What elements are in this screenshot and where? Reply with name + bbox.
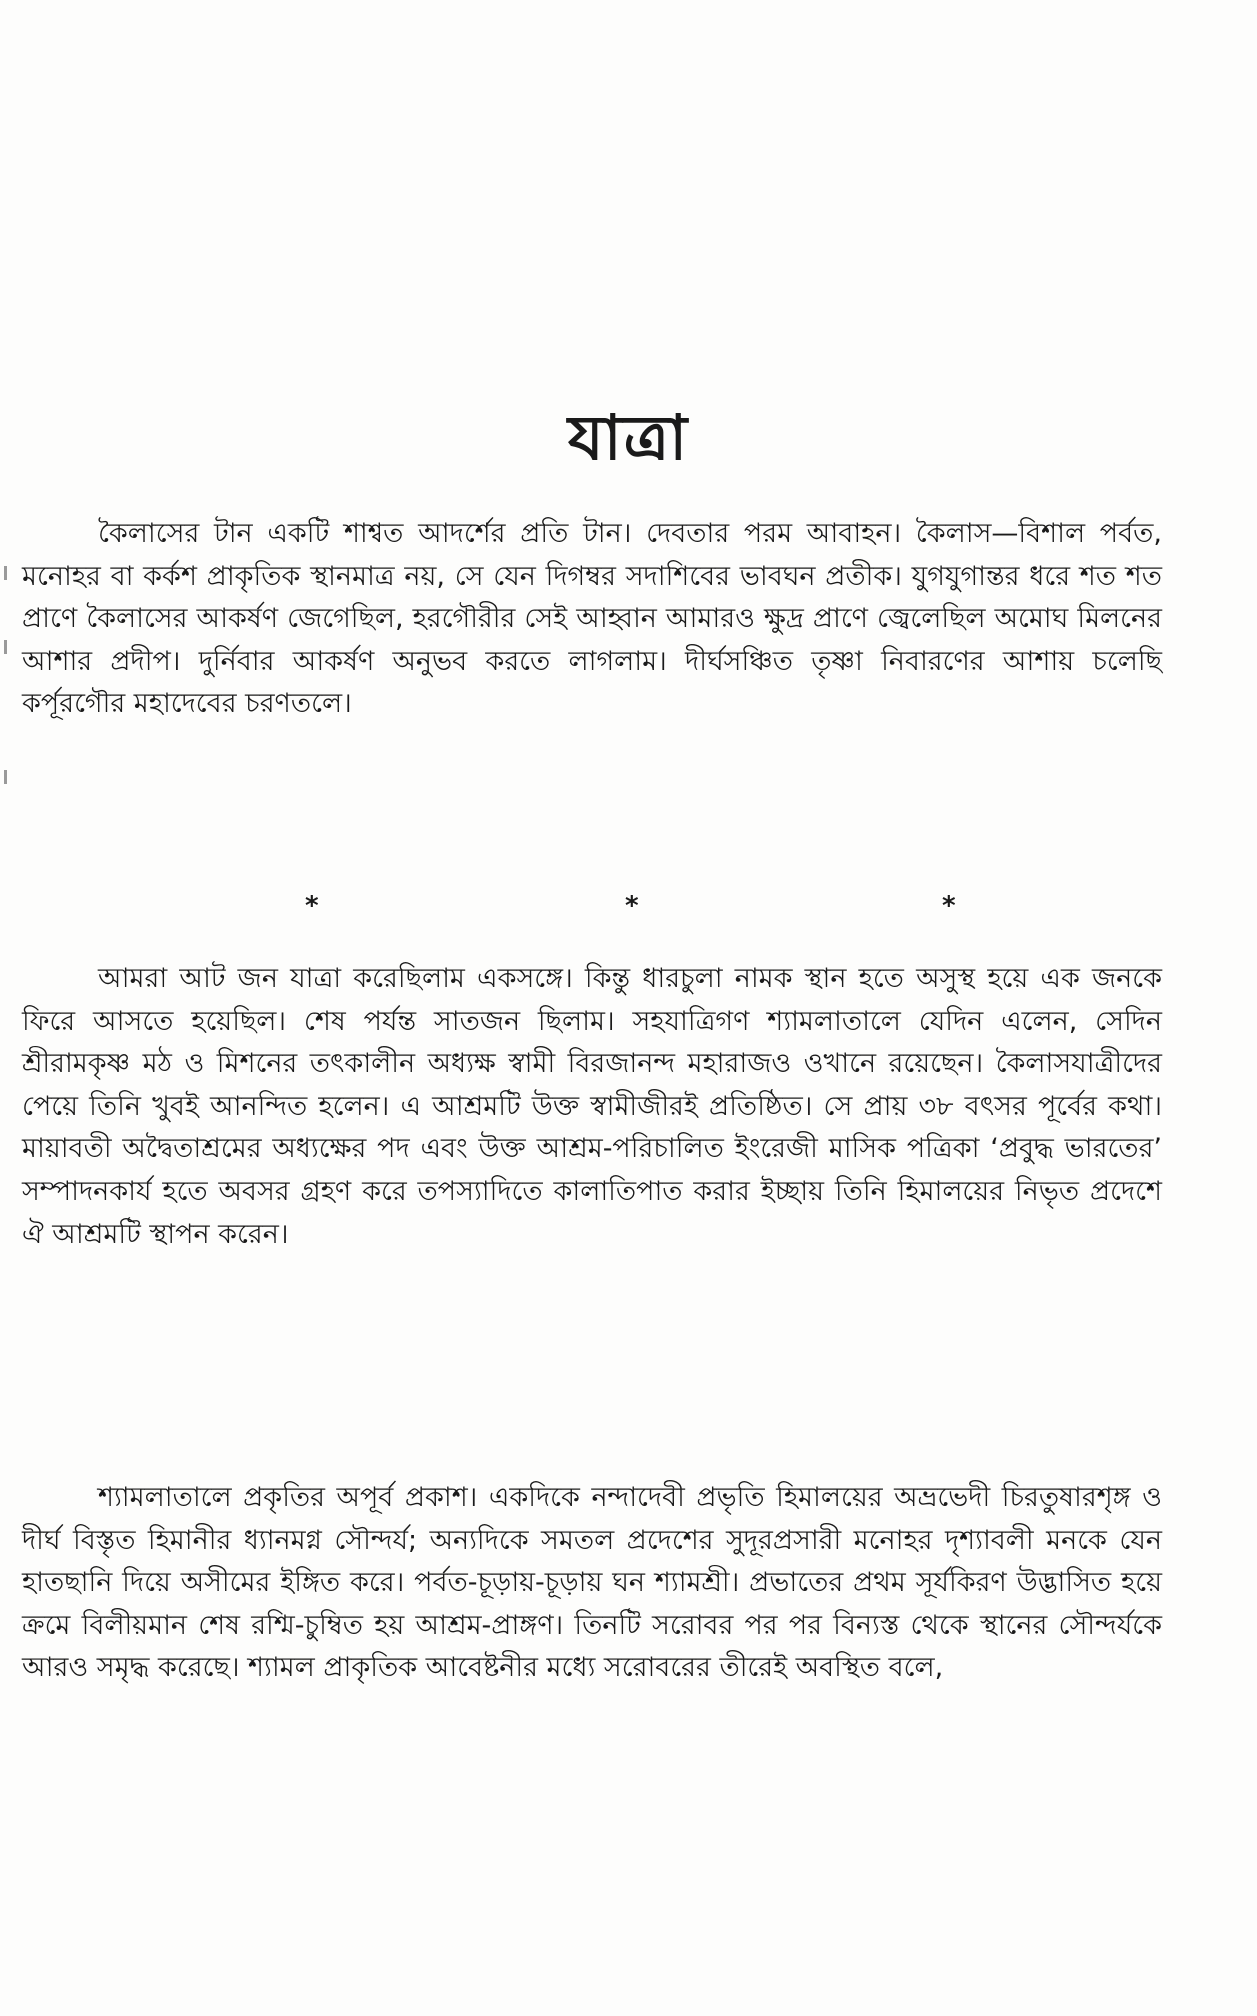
section-separator bbox=[0, 886, 1257, 926]
separator-star-2: * bbox=[625, 891, 639, 921]
separator-star-3: * bbox=[942, 891, 956, 921]
paragraph-3: শ্যামলাতালে প্রকৃতির অপূর্ব প্রকাশ। একদিকে নন্দাদেবী প্রভৃতি হিমালয়ের অভ্রভেদী চিরতুষারশৃঙ্গ ও দীর্ঘ বিস্তৃত হিমানীর ধ্যানমগ্ন সৌন্দর্য; অন্যদিকে সমতল প্রদেশের সুদূরপ্রসারী মনোহর দৃশ্যাবলী মনকে যেন হাতছানি দিয়ে অসীমের ইঙ্গিত করে। পর্বত-চূড়ায়-চূড়ায় ঘন শ্যামশ্রী। প্রভাতের প্রথম সূর্যকিরণ উদ্ভাসিত হয়ে ক্রমে বিলীয়মান শেষ রশ্মি-চুম্বিত হয় আশ্রম-প্রাঙ্গণ। তিনটি সরোবর পর পর বিন্যস্ত থেকে স্থানের সৌন্দর্যকে আরও সমৃদ্ধ করেছে। শ্যামল প্রাকৃতিক আবেষ্টনীর মধ্যে সরোবরের তীরেই অবস্থিত বলে, bbox=[22, 1482, 1162, 1684]
separator-star-1: * bbox=[305, 891, 319, 921]
paragraph-1: কৈলাসের টান একটি শাশ্বত আদর্শের প্রতি টান। দেবতার পরম আবাহন। কৈলাস—বিশাল পর্বত, মনোহর বা কর্কশ প্রাকৃতিক স্থানমাত্র নয়, সে যেন দিগম্বর সদাশিবের ভাবঘন প্রতীক। যুগযুগান্তর ধরে শত শত প্রাণে কৈলাসের আকর্ষণ জেগেছিল, হরগৌরীর সেই আহ্বান আমারও ক্ষুদ্র প্রাণে জ্বেলেছিল অমোঘ মিলনের আশার প্রদীপ। দুর্নিবার আকর্ষণ অনুভব করতে লাগলাম। দীর্ঘসঞ্চিত তৃষ্ণা নিবারণের আশায় চলেছি কর্পূরগৌর মহাদেবের চরণতলে। bbox=[22, 518, 1162, 720]
page-edge-mark bbox=[4, 566, 7, 580]
page-edge-mark bbox=[4, 640, 7, 654]
page-edge-mark bbox=[4, 770, 7, 784]
chapter-title: যাত্রা bbox=[567, 401, 690, 474]
paragraph-2: আমরা আট জন যাত্রা করেছিলাম একসঙ্গে। কিন্তু ধারচুলা নামক স্থান হতে অসুস্থ হয়ে এক জনকে ফিরে আসতে হয়েছিল। শেষ পর্যন্ত সাতজন ছিলাম। সহযাত্রিগণ শ্যামলাতালে যেদিন এলেন, সেদিন শ্রীরামকৃষ্ণ মঠ ও মিশনের তৎকালীন অধ্যক্ষ স্বামী বিরজানন্দ মহারাজও ওখানে রয়েছেন। কৈলাসযাত্রীদের পেয়ে তিনি খুবই আনন্দিত হলেন। এ আশ্রমটি উক্ত স্বামীজীরই প্রতিষ্ঠিত। সে প্রায় ৩৮ বৎসর পূর্বের কথা। মায়াবতী অদ্বৈতাশ্রমের অধ্যক্ষের পদ এবং উক্ত আশ্রম-পরিচালিত ইংরেজী মাসিক পত্রিকা ‘প্রবুদ্ধ ভারতের’ সম্পাদনকার্য হতে অবসর গ্রহণ করে তপস্যাদিতে কালাতিপাত করার ইচ্ছায় তিনি হিমালয়ের নিভৃত প্রদেশে ঐ আশ্রমটি স্থাপন করেন। bbox=[22, 963, 1162, 1250]
